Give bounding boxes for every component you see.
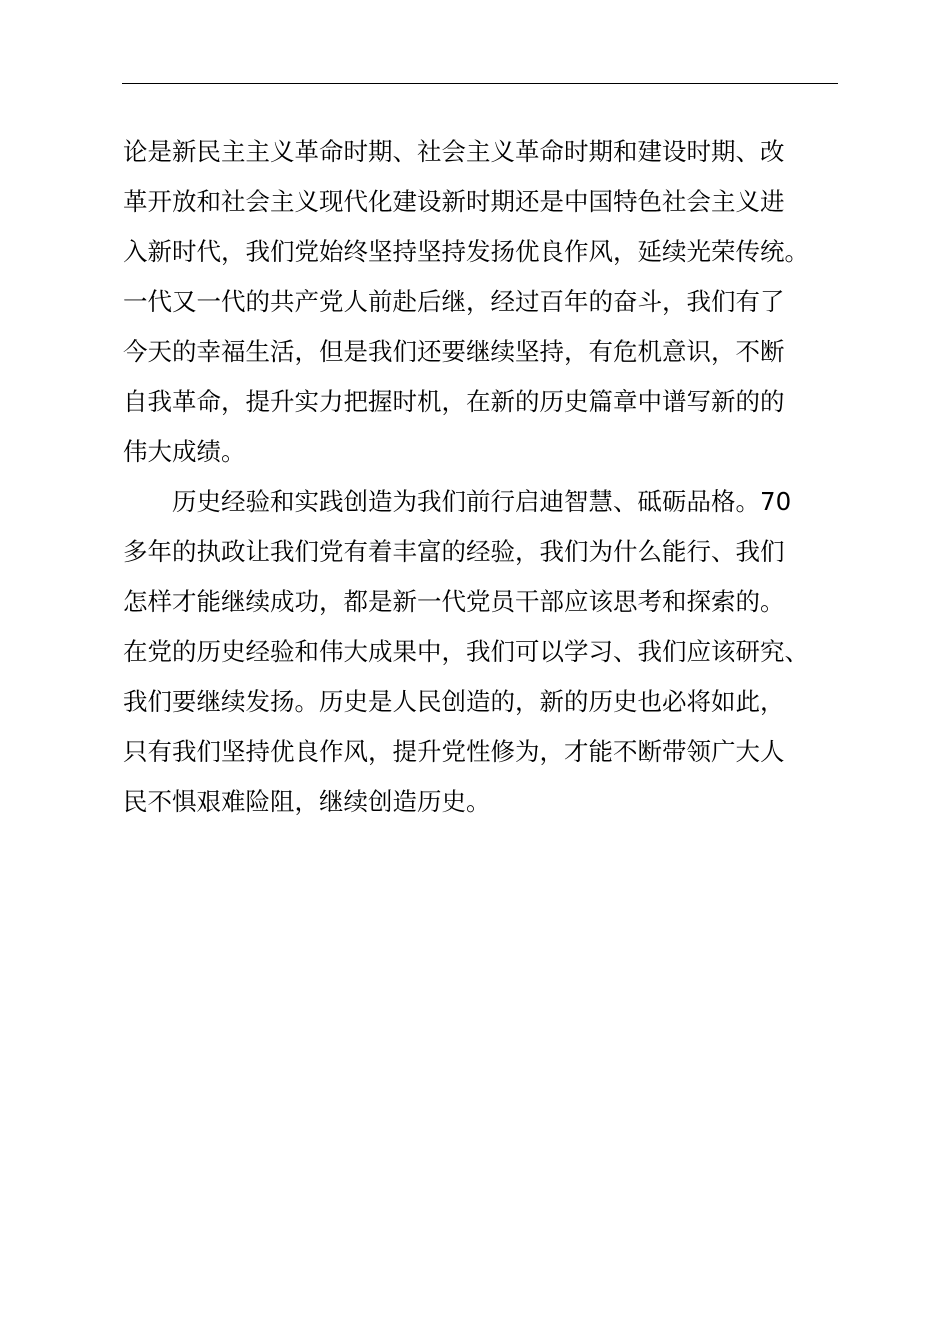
paragraph-2 xyxy=(123,477,845,827)
body-text xyxy=(123,127,845,827)
text-line: 多年的执政让我们党有着丰富的经验，我们为什么能行、我们 xyxy=(123,537,785,566)
text-line: 论是新民主主义革命时期、社会主义革命时期和建设时期、改 xyxy=(123,137,785,166)
text-line: 怎样才能继续成功，都是新一代党员干部应该思考和探索的。 xyxy=(123,587,785,616)
text-line: 自我革命，提升实力把握时机，在新的历史篇章中谱写新的的 xyxy=(123,387,785,416)
text-line: 革开放和社会主义现代化建设新时期还是中国特色社会主义进 xyxy=(123,187,785,216)
text-line: 在党的历史经验和伟大成果中，我们可以学习、我们应该研究、 xyxy=(123,637,809,666)
text-line-indented: 历史经验和实践创造为我们前行启迪智慧、砥砺品格。70 xyxy=(172,487,792,516)
text-line: 我们要继续发扬。历史是人民创造的，新的历史也必将如此， xyxy=(123,687,785,716)
paragraph-1 xyxy=(123,127,845,477)
text-line: 入新时代，我们党始终坚持坚持发扬优良作风，延续光荣传统。 xyxy=(123,237,809,266)
text-line: 一代又一代的共产党人前赴后继，经过百年的奋斗，我们有了 xyxy=(123,287,785,316)
header-rule xyxy=(122,83,838,84)
text-line: 今天的幸福生活，但是我们还要继续坚持，有危机意识，不断 xyxy=(123,337,785,366)
text-line: 民不惧艰难险阻，继续创造历史。 xyxy=(123,787,491,816)
text-line: 伟大成绩。 xyxy=(123,437,246,466)
text-line: 只有我们坚持优良作风，提升党性修为，才能不断带领广大人 xyxy=(123,737,785,766)
